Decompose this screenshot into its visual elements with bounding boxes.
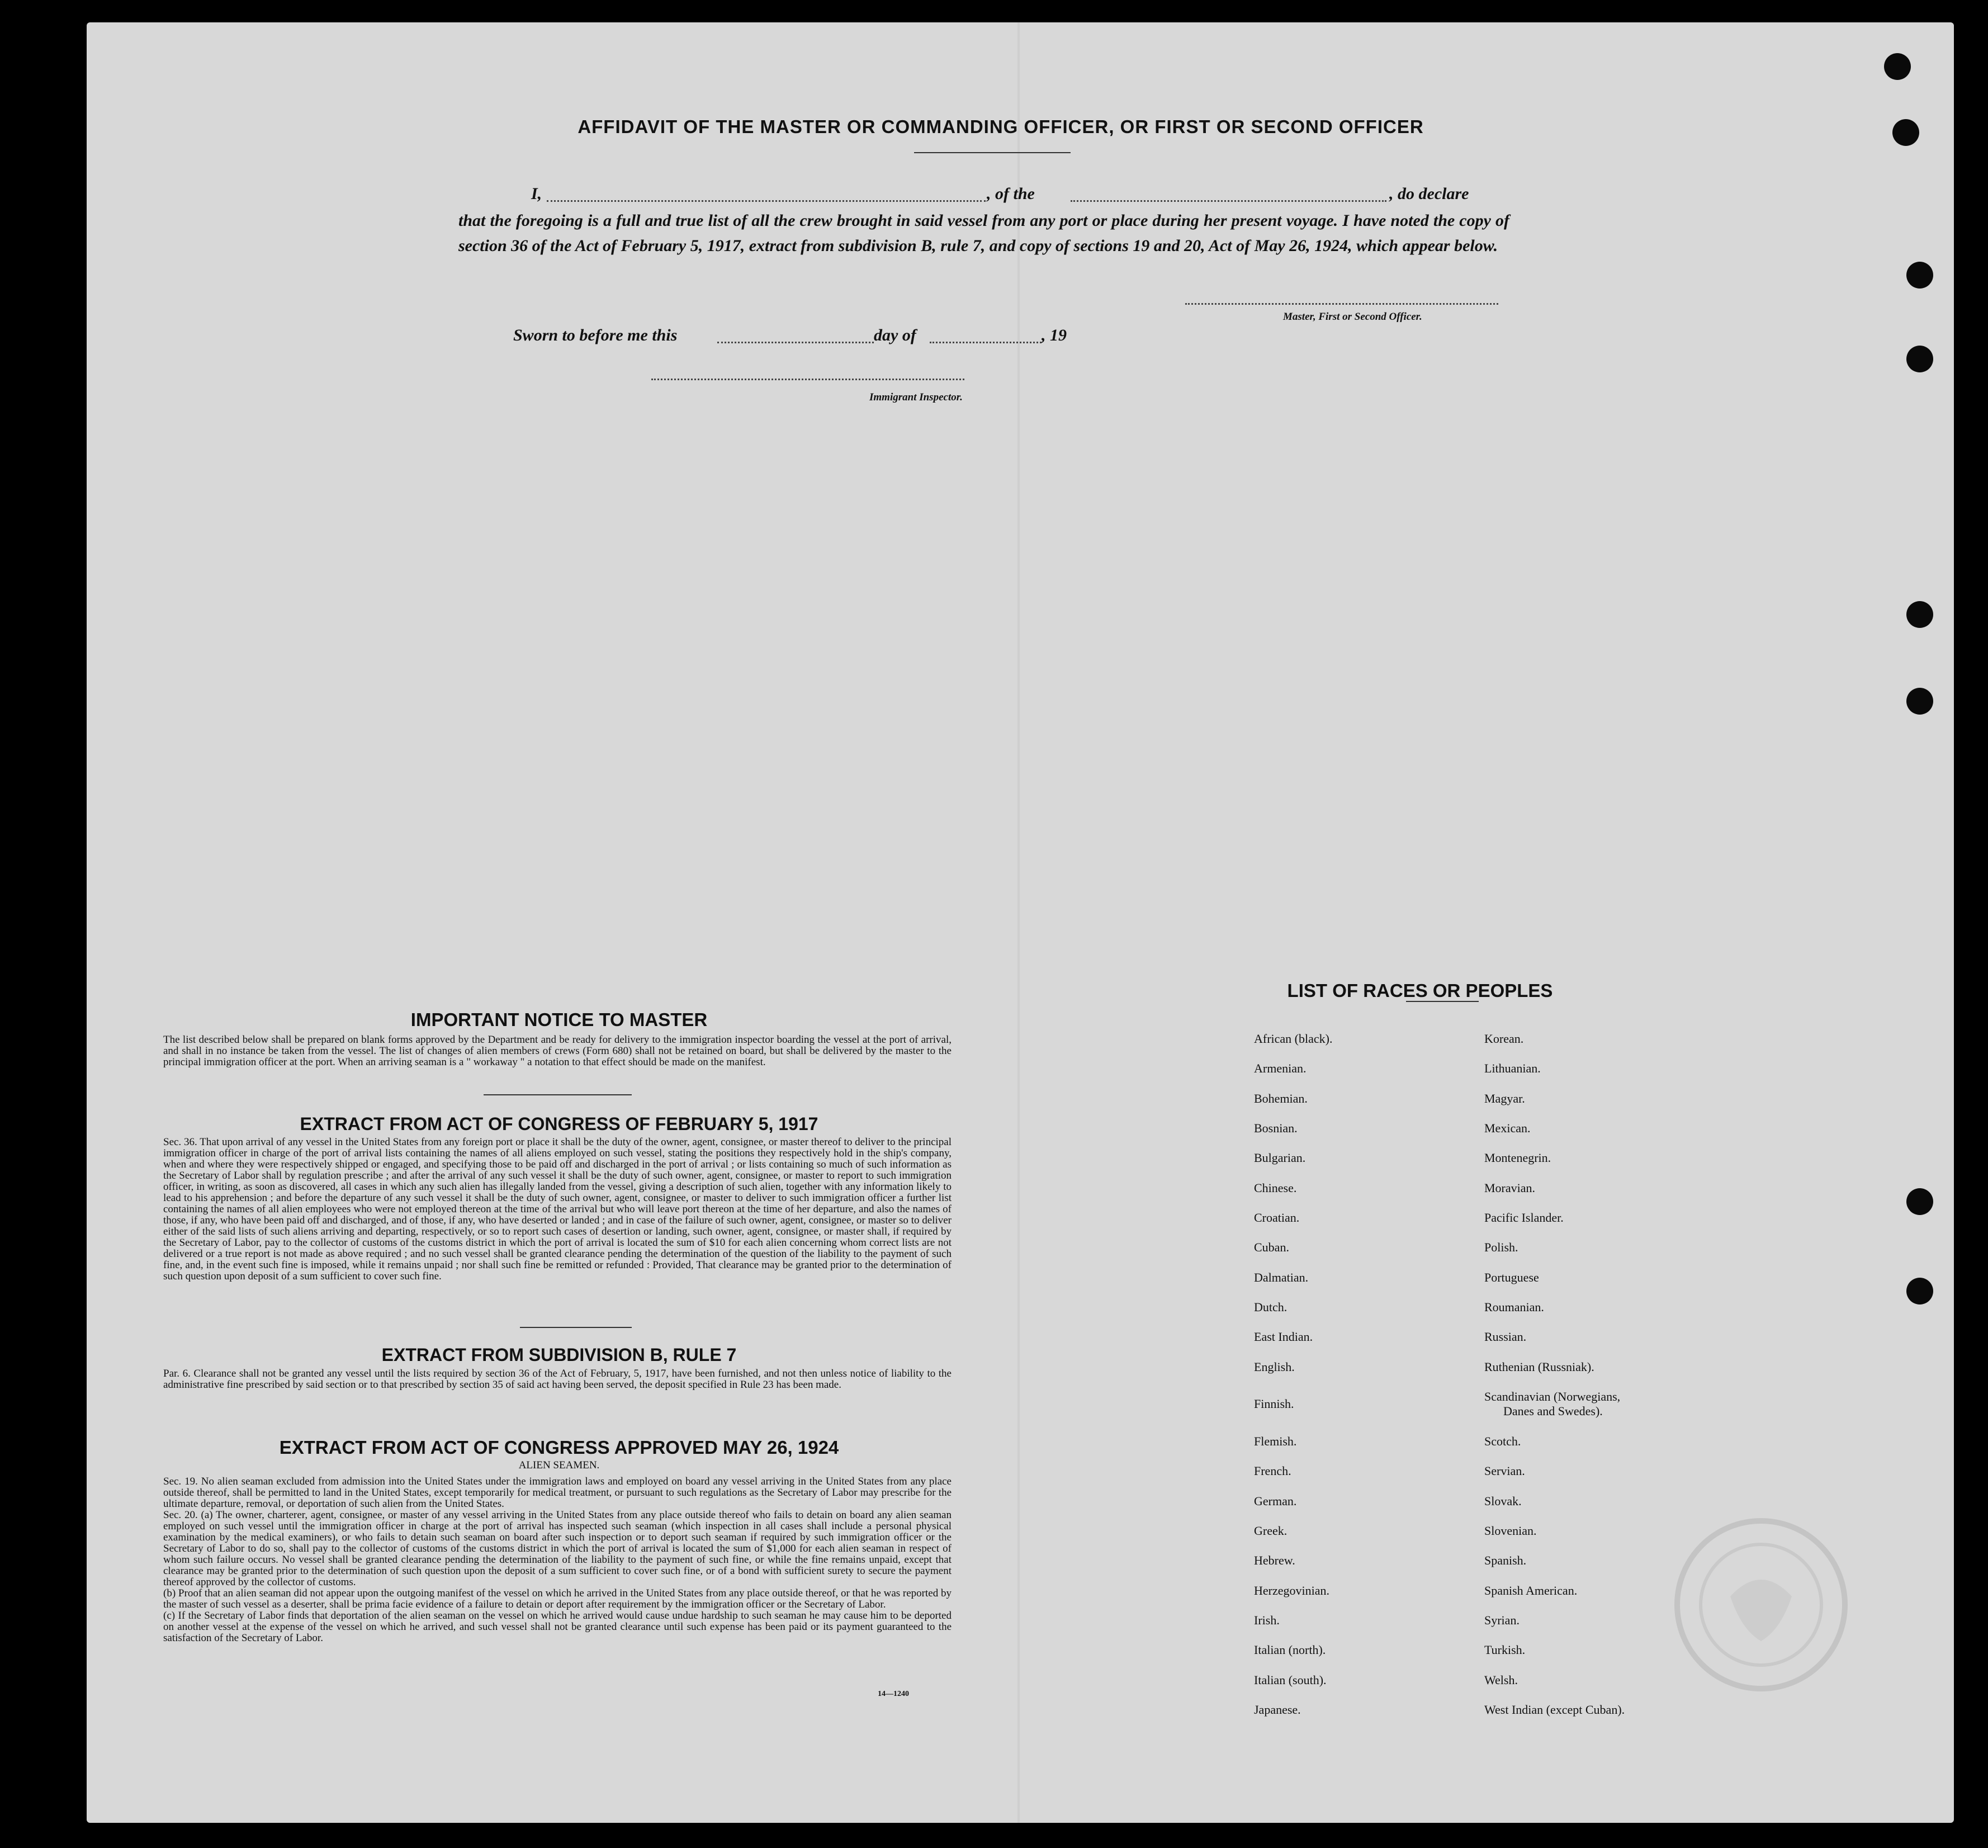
race-item: Armenian. (1254, 1061, 1307, 1075)
inspector-signature-label: Immigrant Inspector. (869, 391, 963, 403)
extract-1917-text: Sec. 36. That upon arrival of any vessel in the United States from any foreign port or place it shall be the duty of the owner, agent, consignee, or master thereof to deliver to the principal immigration officer in charge of the port of arrival lists containing the names of all aliens employed on such vessel, stating the positions they respectively hold in the ship's company, when and where they were respectively shipped or engaged, and specifying those to be paid off and discharged in the port of arrival ; or lists containing so much of such information as the Secretary of Labor shall by regulation prescribe ; and after the arrival of any such vessel it shall be the duty of such owner, agent, consignee, or master to report to such immigration officer, in writing, as soon as discovered, all cases in which any such alien has illegally landed from the vessel, giving a description of such alien, together with any information likely to lead to his apprehension ; and before the departure of any such vessel it shall be the duty of such owner, agent, consignee, or master to deliver to such immigration officer a further list containing the names of all alien employees who were not employed thereon at the time of the arrival but who will leave port thereon at the time of her departure, and also the names of those, if any, who have been paid off and discharged, and of those, if any, who have deserted or landed ; and in case of the failure of such owner, agent, consignee, or master so to deliver either of the said lists of such aliens arriving and departing, respectively, or so to report such cases of desertion or landing, such owner, agent, consignee, or master shall, if required by the Secretary of Labor, pay to the collector of customs of the customs district in which the port of arrival is located the sum of $10 for each alien concerning whom correct lists are not delivered or a true report is not made as above required ; and no such vessel shall be granted clearance pending the determination of the question of the liability to the payment of such fine, and, in the event such fine is imposed, while it remains unpaid ; nor shall such fine be remitted or refunded : Provided, That clearance may be granted prior to the determination of such question upon deposit of a sum sufficient to cover such fine. (163, 1136, 952, 1282)
extract-1924-body (163, 1476, 952, 1644)
race-item: Russian. (1484, 1330, 1527, 1344)
punch-hole (1884, 53, 1911, 80)
race-item: Magyar. (1484, 1091, 1525, 1105)
sworn-prefix: Sworn to before me this (513, 326, 678, 344)
race-item: Greek. (1254, 1524, 1288, 1538)
affidavit-title: AFFIDAVIT OF THE MASTER OR COMMANDING OFFICER, OR FIRST OR SECOND OFFICER (578, 116, 1424, 137)
race-item: Syrian. (1484, 1613, 1520, 1627)
punch-hole (1906, 346, 1933, 372)
race-item: Spanish American. (1484, 1584, 1578, 1597)
race-item: Welsh. (1484, 1673, 1518, 1687)
punch-hole (1906, 262, 1933, 289)
affidavit-line1 (531, 185, 1509, 207)
race-item: Japanese. (1254, 1703, 1301, 1717)
punch-hole (1906, 1278, 1933, 1305)
race-item: German. (1254, 1494, 1297, 1508)
race-item: Flemish. (1254, 1434, 1297, 1448)
punch-hole (1892, 119, 1919, 146)
title-underline (914, 152, 1071, 153)
race-item: Dalmatian. (1254, 1270, 1309, 1284)
race-item: Scandinavian (Norwegians, Danes and Swedes). (1484, 1389, 1621, 1418)
race-item: Cuban. (1254, 1240, 1289, 1254)
race-item: English. (1254, 1360, 1295, 1374)
race-item: Dutch. (1254, 1300, 1288, 1314)
sec20c-text: (c) If the Secretary of Labor finds that deportation of the alien seaman on the vessel on which he arrived would cause undue hardship to such seaman he may cause him to be deported on another vessel at the expense of the vessel on which he arrived, and such vessel shall not be granted clearance until such expense has been paid or its payment guaranteed to the satisfaction of the Secretary of Labor. (163, 1610, 952, 1644)
rule7-text: Par. 6. Clearance shall not be granted any vessel until the lists required by section 36 of the Act of February, 5, 1917, have been furnished, and not then unless notice of liability to the administrative fine prescribed by said section or to that prescribed by section 35 of said act having been served, the deposit specified in Rule 23 has been made. (163, 1368, 952, 1391)
race-item: Bosnian. (1254, 1121, 1298, 1135)
notice-title: IMPORTANT NOTICE TO MASTER (410, 1009, 708, 1030)
vessel-field[interactable] (1071, 200, 1386, 202)
race-item: West Indian (except Cuban). (1484, 1703, 1625, 1717)
sworn-day-of: day of (874, 326, 916, 344)
race-item: Chinese. (1254, 1181, 1297, 1195)
embossed-seal (1669, 1513, 1853, 1697)
race-item: Irish. (1254, 1613, 1280, 1627)
race-item: Croatian. (1254, 1211, 1300, 1225)
divider (484, 1094, 632, 1095)
race-item: Pacific Islander. (1484, 1211, 1564, 1225)
name-field[interactable] (547, 200, 986, 202)
sworn-line (513, 326, 1128, 348)
race-item: Roumanian. (1484, 1300, 1544, 1314)
master-signature-label: Master, First or Second Officer. (1283, 311, 1422, 323)
race-item: African (black). (1254, 1032, 1333, 1046)
race-item: Bulgarian. (1254, 1151, 1306, 1165)
master-signature-line[interactable] (1185, 303, 1498, 305)
affidavit-i: I, (531, 185, 542, 203)
sec19-text: Sec. 19. No alien seaman excluded from admission into the United States under the immigration laws and employed on board any vessel arriving in the United States from any place outside thereof, shall be permitted to land in the United States, except temporarily for medical treatment, or pursuant to such regulations as the Secretary of Labor may prescribe for the ultimate departure, removal, or deportation of such alien from the United States. (163, 1476, 952, 1510)
extract-1924-title: EXTRACT FROM ACT OF CONGRESS APPROVED MAY 26, 1924 (279, 1437, 839, 1458)
extract-1917-title: EXTRACT FROM ACT OF CONGRESS OF FEBRUARY 5, 1917 (300, 1114, 818, 1134)
sworn-month-field[interactable] (930, 342, 1042, 343)
race-item: Polish. (1484, 1240, 1518, 1254)
affidavit-body: that the foregoing is a full and true list of all the crew brought in said vessel from any port or place during her present voyage. I have noted the copy of section 36 of the Act of February 5, 1917, extract from subdivision B, rule 7, and copy of sections 19 and 20, Act of May 26, 1924, which appear below. (458, 211, 1509, 255)
race-item: Scotch. (1484, 1434, 1521, 1448)
sworn-year: , 19 (1042, 326, 1067, 344)
race-item: Moravian. (1484, 1181, 1536, 1195)
extract-1924-subtitle: ALIEN SEAMEN. (518, 1459, 600, 1471)
form-number: 14—1240 (878, 1690, 909, 1698)
punch-hole (1906, 1188, 1933, 1215)
affidavit-declare: , do declare (1389, 185, 1469, 203)
notice-text: The list described below shall be prepared on blank forms approved by the Department and be ready for delivery to the immigration inspector boarding the vessel at the port of arrival, and shall in no instance be taken from the vessel. The list of changes of alien members of crews (Form 680) shall not be retained on board, but shall be delivered by the master to the principal immigration officer at the port. When an arriving seaman is a " workaway " a notation to that effect should be made on the manifest. (163, 1034, 952, 1068)
race-item: Mexican. (1484, 1121, 1531, 1135)
page-fold (1017, 22, 1020, 1823)
affidavit-of-the: , of the (987, 185, 1035, 203)
divider (520, 1327, 632, 1328)
rule7-title: EXTRACT FROM SUBDIVISION B, RULE 7 (381, 1345, 737, 1365)
sec20b-text: (b) Proof that an alien seaman did not appear upon the outgoing manifest of the vessel on which he arrived in the United States from any place outside thereof, or that he was reported by the master of such vessel as a deserter, shall be prima facie evidence of a failure to detain or deport after requirement by the immigration officer or the Secretary of Labor. (163, 1587, 952, 1610)
sec20a-text: Sec. 20. (a) The owner, charterer, agent, consignee, or master of any vessel arriving in the United States from any place outside thereof who fails to detain on board any alien seaman employed on such vessel until the immigration officer in charge at the port of arrival has inspected such seaman (which inspection in all cases shall include a personal physical examination by the medical examiners), or who fails to detain such seaman on board after such inspection or to deport such seaman if required by such immigration officer or the Secretary of Labor to do so, shall pay to the collector of customs of the customs district in which the port of arrival is located the sum of $1,000 for each alien seaman in respect of whom such failure occurs. No vessel shall be granted clearance pending the determination of the liability to the payment of such fine, or while the fine remains unpaid, except that clearance may be granted prior to the determination of such question upon the deposit of a sum sufficient to cover such fine, or of a bond with sufficient surety to secure the payment thereof approved by the collector of customs. (163, 1509, 952, 1588)
races-title-underline (1406, 1001, 1479, 1002)
race-item: Bohemian. (1254, 1091, 1308, 1105)
race-item: French. (1254, 1464, 1291, 1478)
race-item: Ruthenian (Russniak). (1484, 1360, 1594, 1374)
race-item: Slovenian. (1484, 1524, 1537, 1538)
inspector-signature-line[interactable] (651, 379, 964, 380)
sworn-day-field[interactable] (717, 342, 874, 343)
race-item: Italian (north). (1254, 1643, 1326, 1657)
race-item: Italian (south). (1254, 1673, 1327, 1687)
race-item: East Indian. (1254, 1330, 1313, 1344)
races-title: LIST OF RACES OR PEOPLES (1287, 980, 1553, 1001)
race-item: Servian. (1484, 1464, 1525, 1478)
race-item: Korean. (1484, 1032, 1524, 1046)
punch-hole (1906, 601, 1933, 628)
race-item: Finnish. (1254, 1397, 1294, 1411)
race-item: Portuguese (1484, 1270, 1539, 1284)
race-item: Spanish. (1484, 1553, 1527, 1567)
race-item: Slovak. (1484, 1494, 1522, 1508)
race-item: Lithuanian. (1484, 1061, 1541, 1075)
punch-hole (1906, 688, 1933, 715)
race-item: Montenegrin. (1484, 1151, 1551, 1165)
race-item: Turkish. (1484, 1643, 1526, 1657)
race-item: Herzegovinian. (1254, 1584, 1329, 1597)
race-item: Hebrew. (1254, 1553, 1295, 1567)
